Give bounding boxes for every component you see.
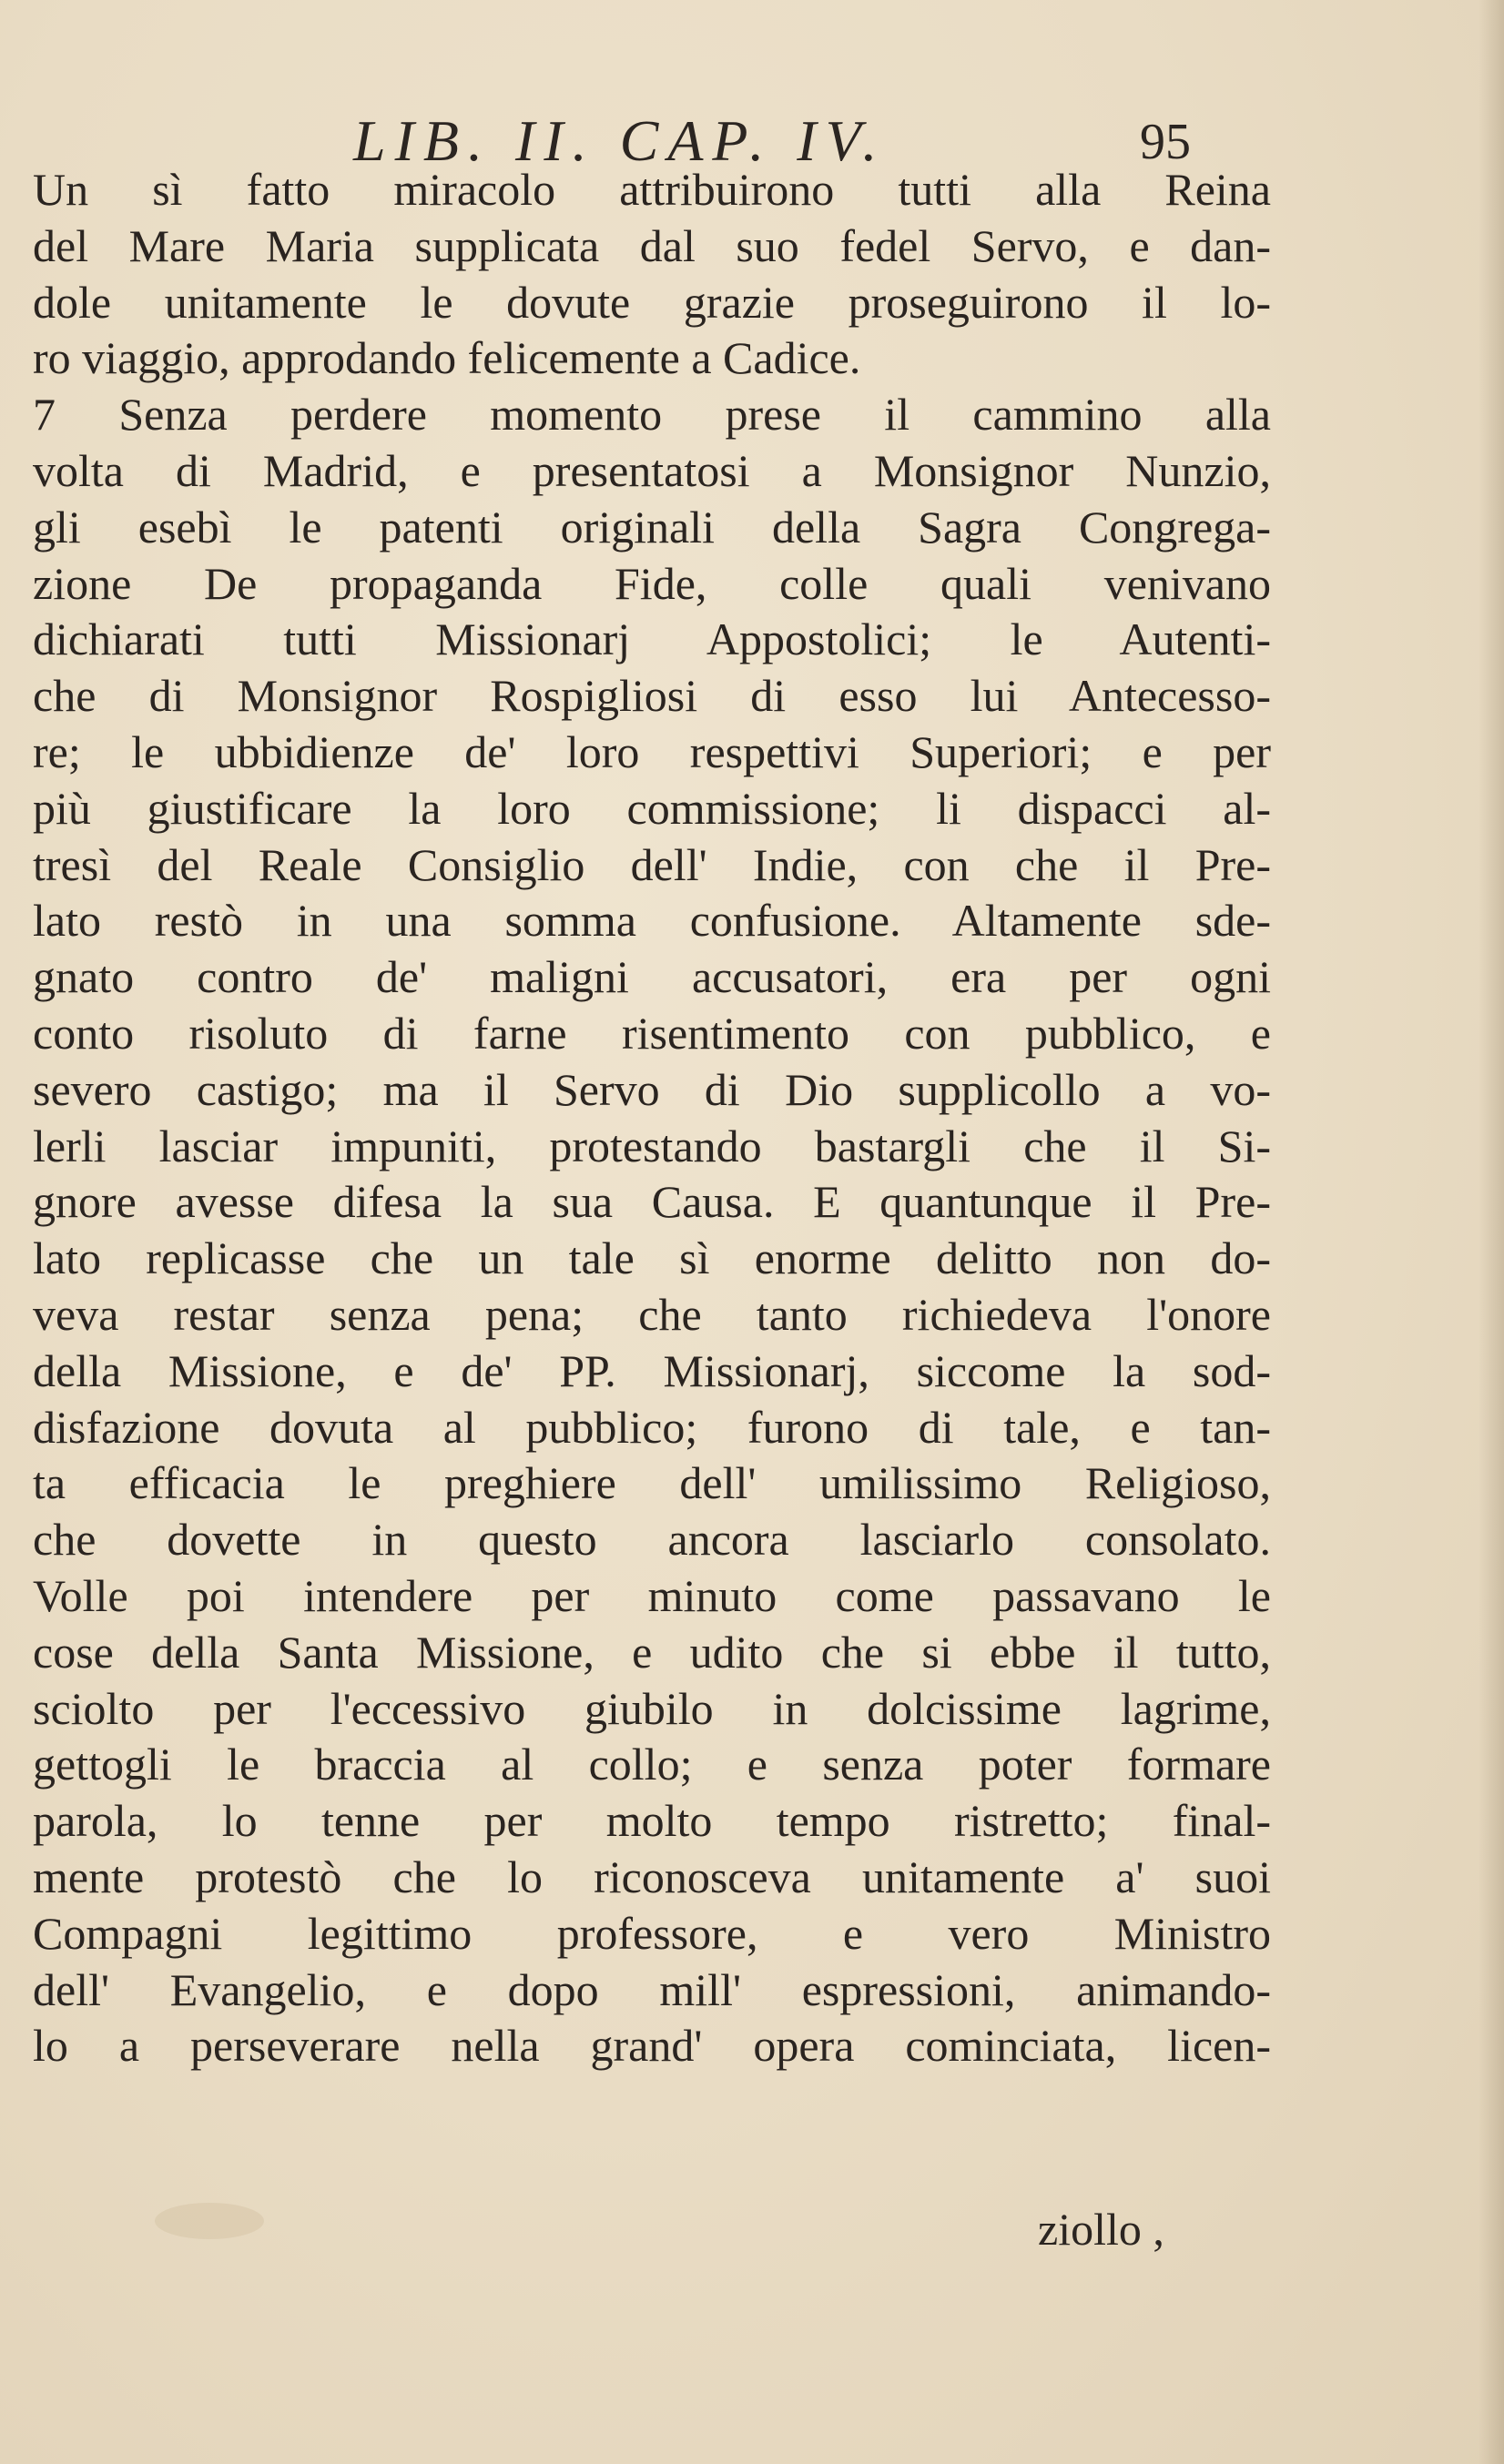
text-line: mente protestò che lo riconosceva unitamente a' suoi xyxy=(33,1851,1271,1902)
text-line: sciolto per l'eccessivo giubilo in dolcissime lagrime, xyxy=(33,1682,1271,1734)
text-line: 7 Senza perdere momento prese il cammino alla xyxy=(33,389,1271,441)
text-line: ta efficacia le preghiere dell' umilissimo Religioso, xyxy=(33,1457,1271,1509)
text-line: del Mare Maria supplicata dal suo fedel Servo, e dan- xyxy=(33,219,1271,271)
text-line: gnore avesse difesa la sua Causa. E quantunque il Pre- xyxy=(33,1176,1271,1228)
text-line: Volle poi intendere per minuto come passavano le xyxy=(33,1569,1271,1621)
text-line: gnato contro de' maligni accusatori, era per ogni xyxy=(33,951,1271,1003)
text-line: Compagni legittimo professore, e vero Ministro xyxy=(33,1907,1271,1959)
running-head: LIB. II. CAP. IV. xyxy=(353,108,887,173)
text-line: dole unitamente le dovute grazie proseguirono il lo- xyxy=(33,276,1271,328)
text-line: più giustificare la loro commissione; li dispacci al- xyxy=(33,782,1271,834)
text-line: disfazione dovuta al pubblico; furono di tale, e tan- xyxy=(33,1401,1271,1453)
text-line: cose della Santa Missione, e udito che si ebbe il tutto, xyxy=(33,1626,1271,1678)
text-line: lato restò in una somma confusione. Altamente sde- xyxy=(33,895,1271,947)
text-line: della Missione, e de' PP. Missionarj, siccome la sod- xyxy=(33,1344,1271,1396)
text-line: zione De propaganda Fide, colle quali venivano xyxy=(33,557,1271,609)
text-line: ro viaggio, approdando felicemente a Cadice. xyxy=(33,332,861,384)
text-line: parola, lo tenne per molto tempo ristretto; final- xyxy=(33,1795,1271,1847)
body-text xyxy=(33,162,1271,2074)
text-line: severo castigo; ma il Servo di Dio supplicollo a vo- xyxy=(33,1063,1271,1115)
text-line: lo a perseverare nella grand' opera cominciata, licen- xyxy=(33,2020,1271,2072)
text-line: gettogli le braccia al collo; e senza poter formare xyxy=(33,1739,1271,1790)
text-line: Un sì fatto miracolo attribuirono tutti alla Reina xyxy=(33,164,1271,215)
paper-stain xyxy=(155,2203,264,2239)
text-line: dichiarati tutti Missionarj Appostolici; le Autenti- xyxy=(33,613,1271,665)
text-line: lato replicasse che un tale sì enorme delitto non do- xyxy=(33,1232,1271,1284)
text-line: tresì del Reale Consiglio dell' Indie, con che il Pre- xyxy=(33,838,1271,890)
text-line: lerli lasciar impuniti, protestando bastargli che il Si- xyxy=(33,1120,1271,1171)
text-line: che di Monsignor Rospigliosi di esso lui Antecesso- xyxy=(33,670,1271,722)
text-line: che dovette in questo ancora lasciarlo consolato. xyxy=(33,1514,1271,1566)
text-line: veva restar senza pena; che tanto richiedeva l'onore xyxy=(33,1288,1271,1340)
catchword: ziollo , xyxy=(1038,2204,1164,2255)
text-line: dell' Evangelio, e dopo mill' espressioni, animando- xyxy=(33,1963,1271,2015)
text-line: conto risoluto di farne risentimento con pubblico, e xyxy=(33,1007,1271,1059)
text-line: re; le ubbidienze de' loro respettivi Superiori; e per xyxy=(33,725,1271,777)
text-line: gli esebì le patenti originali della Sagra Congrega- xyxy=(33,501,1271,553)
text-line: volta di Madrid, e presentatosi a Monsignor Nunzio, xyxy=(33,444,1271,496)
page-number: 95 xyxy=(1140,114,1191,170)
